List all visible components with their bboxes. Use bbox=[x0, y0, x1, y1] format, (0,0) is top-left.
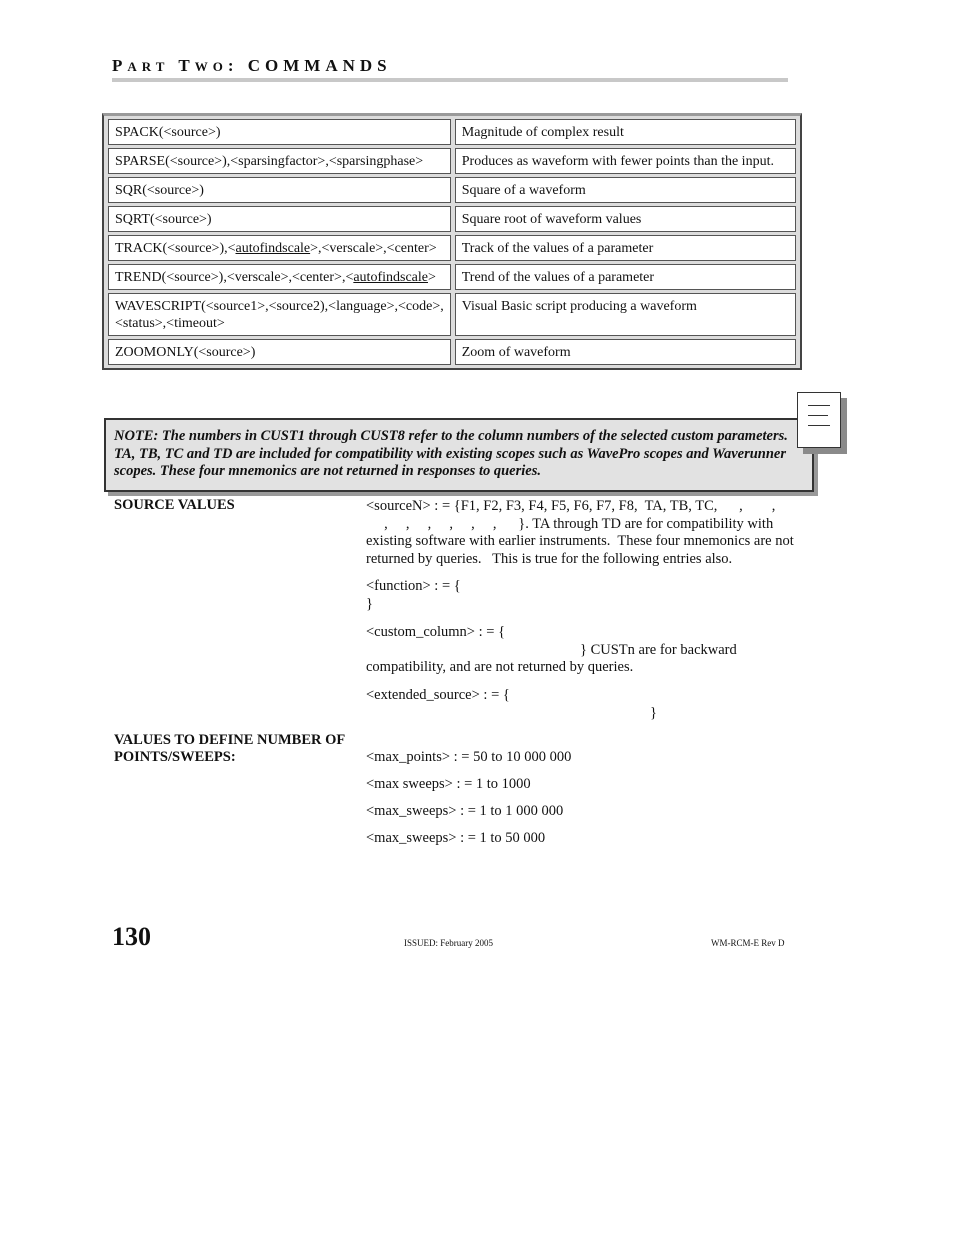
table-row bbox=[108, 206, 796, 232]
command-part: TREND(<source>),<verscale>,<center>,< bbox=[115, 270, 354, 285]
note-icon bbox=[797, 392, 841, 448]
table-row bbox=[108, 148, 796, 174]
sourcen-line1: <sourceN> : = {F1, F2, F3, F4, F5, F6, F7, F8, TA, TB, TC, , , bbox=[366, 498, 776, 514]
command-syntax bbox=[108, 235, 451, 261]
table-row bbox=[108, 264, 796, 290]
header-section: COMMANDS bbox=[247, 56, 392, 75]
header-part-rest: ART bbox=[127, 59, 170, 74]
max-sweeps-value-2: <max_sweeps> : = 1 to 1 000 000 bbox=[366, 803, 564, 819]
command-syntax bbox=[108, 177, 451, 203]
command-description: Square of a waveform bbox=[455, 177, 796, 203]
max-points-value: <max_points> : = 50 to 10 000 000 bbox=[366, 749, 572, 765]
command-part: >,<verscale>,<center> bbox=[310, 241, 437, 256]
command-part: > bbox=[427, 270, 436, 285]
header-two-rest: WO bbox=[194, 59, 228, 74]
custom-line1: <custom_column> : = { bbox=[366, 624, 506, 640]
extended-line1: <extended_source> : = { bbox=[366, 687, 510, 703]
command-syntax bbox=[108, 293, 451, 336]
sourcen-definition bbox=[366, 498, 798, 568]
command-part: ZOOMONLY(<source>) bbox=[115, 345, 256, 360]
table-row bbox=[108, 293, 796, 336]
running-header bbox=[112, 56, 392, 76]
command-syntax bbox=[108, 264, 451, 290]
command-part: SQRT(<source>) bbox=[115, 212, 212, 227]
command-description: Visual Basic script producing a waveform bbox=[455, 293, 796, 336]
function-definition bbox=[366, 578, 798, 613]
custom-line2: } CUSTn are for backward bbox=[580, 641, 737, 658]
command-description: Trend of the values of a parameter bbox=[455, 264, 796, 290]
note-box bbox=[104, 418, 814, 492]
command-syntax bbox=[108, 148, 451, 174]
command-description: Track of the values of a parameter bbox=[455, 235, 796, 261]
note-text: NOTE: The numbers in CUST1 through CUST8 refer to the column numbers of the selected custom parameters. TA, TB, TC and TD are included for compatibility with existing scopes such as WavePro scopes and Waverunner scopes. These four mnemonics are not returned in responses to queries. bbox=[114, 428, 788, 479]
points-label: VALUES TO DEFINE NUMBER OF POINTS/SWEEPS: bbox=[114, 732, 345, 765]
command-description: Magnitude of complex result bbox=[455, 119, 796, 145]
extended-source-definition bbox=[366, 687, 798, 722]
command-syntax bbox=[108, 339, 451, 365]
command-part: autofindscale bbox=[353, 270, 428, 285]
page-number: 130 bbox=[112, 922, 151, 951]
custom-line3: compatibility, and are not returned by queries. bbox=[366, 659, 634, 675]
table-row bbox=[108, 339, 796, 365]
table-row bbox=[108, 235, 796, 261]
command-part: TRACK(<source>),< bbox=[115, 241, 236, 256]
document-revision: WM-RCM-E Rev D bbox=[711, 938, 785, 948]
header-two-lead: T bbox=[178, 56, 195, 75]
function-line2: } bbox=[366, 595, 373, 612]
table-row bbox=[108, 119, 796, 145]
command-part: autofindscale bbox=[235, 241, 311, 256]
command-description: Produces as waveform with fewer points than the input. bbox=[455, 148, 796, 174]
header-colon: : bbox=[227, 56, 239, 75]
command-part: WAVESCRIPT(<source1>,<source2),<language>,<code>,<status>,<timeout> bbox=[115, 299, 444, 331]
command-table bbox=[102, 113, 802, 370]
max-sweeps-value-3: <max_sweeps> : = 1 to 50 000 bbox=[366, 830, 546, 846]
custom-column-definition bbox=[366, 624, 798, 677]
command-part: SQR(<source>) bbox=[115, 183, 204, 198]
command-syntax bbox=[108, 119, 451, 145]
table-row bbox=[108, 177, 796, 203]
command-description: Square root of waveform values bbox=[455, 206, 796, 232]
command-part: SPACK(<source>) bbox=[115, 125, 221, 140]
extended-line2: } bbox=[650, 704, 657, 721]
command-syntax bbox=[108, 206, 451, 232]
issued-date: ISSUED: February 2005 bbox=[404, 938, 493, 948]
sourcen-line2: , , , , , , }. TA through TD are for compatibility with existing software with earlier instruments. These four mnemonics are not returned by queries. This is true for the following entries also. bbox=[366, 515, 798, 567]
header-part-lead: P bbox=[112, 56, 128, 75]
command-part: SPARSE(<source>),<sparsingfactor>,<sparsingphase> bbox=[115, 154, 424, 169]
source-values-label: SOURCE VALUES bbox=[114, 497, 235, 513]
command-description: Zoom of waveform bbox=[455, 339, 796, 365]
header-rule bbox=[112, 78, 788, 82]
function-line1: <function> : = { bbox=[366, 578, 461, 594]
max-sweeps-value-1: <max sweeps> : = 1 to 1000 bbox=[366, 776, 531, 792]
